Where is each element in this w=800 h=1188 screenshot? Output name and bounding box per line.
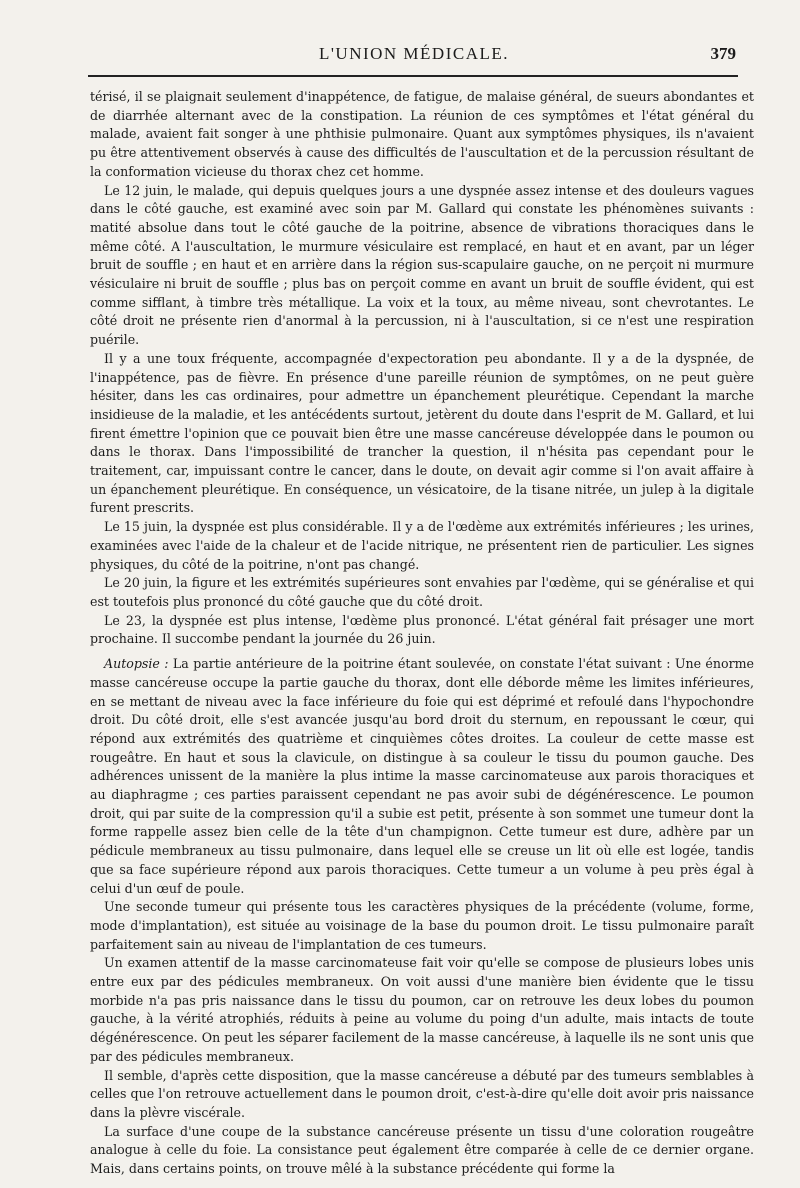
autopsie-label: Autopsie : — [104, 656, 169, 672]
paragraph-10: La surface d'une coupe de la substance cancéreuse présente un tissu d'une coloration rougeâtre analogue à celle du foie. La consistance peut également être comparée à celle de ce dernier organe. Mais, dans certains points, on trouve mêlé à la substance précédente qui forme la — [90, 1123, 754, 1177]
paragraph-9: Il semble, d'après cette disposition, que la masse cancéreuse a débuté par des tumeurs semblables à celles que l'on retrouve actuellement dans le poumon droit, c'est-à-dire qu'elle doit avoir pris naissance dans la plèvre viscérale. — [90, 1067, 754, 1120]
autopsie-paragraph — [90, 655, 754, 898]
paragraph-7: Une seconde tumeur qui présente tous les caractères physiques de la précédente (volume, forme, mode d'implantation), est située au voisinage de la base du poumon droit. Le tissu pulmonaire paraît parfaitement sain au niveau de l'implantation de ces tumeurs. — [90, 899, 754, 952]
journal-title: L'UNION MÉDICALE. — [318, 44, 510, 63]
paragraph-1: térisé, il se plaignait seulement d'inappétence, de fatigue, de malaise général, de sueurs abondantes et de diarrhée alternant avec de la constipation. La réunion de ces symptômes et l'état général du malade, avaient fait songer à une phthisie pulmonaire. Quant aux symptômes physiques, ils n'avaient pu être attentivement observés à cause des difficultés de l'auscultation et de la percussion résultant de la conformation vicieuse du thorax chez cet homme. — [90, 89, 754, 179]
paragraph-8: Un examen attentif de la masse carcinomateuse fait voir qu'elle se compose de plusieurs lobes unis entre eux par des pédicules membraneux. On voit aussi d'une manière bien évidente que le tissu morbide n'a pas pris naissance dans le tissu du poumon, car on retrouve les deux lobes du poumon gauche, à la vérité atrophiés, réduits à peine au volume du poing d'un adulte, mais intacts de toute dégénérescence. On peut les séparer facilement de la masse cancéreuse, à laquelle ils ne sont unis que par des pédicules membraneux. — [90, 955, 754, 1064]
autopsie-text: La partie antérieure de la poitrine étant soulevée, on constate l'état suivant : Une énorme masse cancéreuse occupe la partie gauche du thorax, dont elle déborde même les limites inférieures, en se mettant de niveau avec la face inférieure du foie qui est déprimé et refoulé dans l'hypochondre droit. Du côté droit, elle s'est avancée jusqu'au bord droit du sternum, en repoussant le cœur, qui répond aux extrémités des quatrième et cinquièmes côtes droites. La couleur de cette masse est rougeâtre. En haut et sous la clavicule, on distingue à sa couleur le tissu du poumon gauche. Des adhérences unissent de la manière la plus intime la masse carcinomateuse aux parois thoraciques et au diaphragme ; ces parties paraissent cependant ne pas avoir subi de dégénérescence. Le poumon droit, qui par suite de la compression qu'il a subie est petit, présente à son sommet une tumeur dont la forme rappelle assez bien celle de la tête d'un champignon. Cette tumeur est dure, adhère par un pédicule membraneux au tissu pulmonaire, dans lequel elle se creuse un lit où elle est logée, tandis que sa face supérieure répond aux parois thoraciques. Cette tumeur a un volume à peu près égal à celui d'un œuf de poule. — [90, 656, 754, 896]
article-body — [90, 88, 754, 1179]
paragraph-5: Le 20 juin, la figure et les extrémités supérieures sont envahies par l'œdème, qui se généralise et qui est toutefois plus prononcé du côté gauche que du côté droit. — [90, 575, 754, 609]
header-rule — [88, 75, 738, 77]
running-header — [90, 44, 738, 70]
paragraph-3: Il y a une toux fréquente, accompagnée d'expectoration peu abondante. Il y a de la dyspnée, de l'inappétence, pas de fièvre. En présence d'une pareille réunion de symptômes, on ne peut guère hésiter, dans les cas ordinaires, pour admettre un épanchement pleurétique. Cependant la marche insidieuse de la maladie, et les antécédents surtout, jetèrent du doute dans l'esprit de M. Gallard, et lui firent émettre l'opinion que ce pouvait bien être une masse cancéreuse développée dans le poumon ou dans le thorax. Dans l'impossibilité de trancher la question, il n'hésita pas cependant pour le traitement, car, impuissant contre le cancer, dans le doute, on devait agir comme si l'on avait affaire à un épanchement pleurétique. En conséquence, un vésicatoire, de la tisane nitrée, un julep à la digitale furent prescrits. — [90, 350, 754, 516]
paragraph-2: Le 12 juin, le malade, qui depuis quelques jours a une dyspnée assez intense et des douleurs vagues dans le côté gauche, est examiné avec soin par M. Gallard qui constate les phénomènes suivants : matité absolue dans tout le côté gauche de la poitrine, absence de vibrations thoraciques dans le même côté. A l'auscultation, le murmure vésiculaire est remplacé, en haut et en avant, par un léger bruit de souffle ; en haut et en arrière dans la région sus-scapulaire gauche, on ne perçoit ni murmure vésiculaire ni bruit de souffle ; plus bas on perçoit comme en avant un bruit de souffle évident, qui est comme sifflant, à timbre très métallique. La voix et la toux, au même niveau, sont chevrotantes. Le côté droit ne présente rien d'anormal à la percussion, ni à l'auscultation, si ce n'est une respiration puérile. — [90, 182, 754, 348]
paragraph-4: Le 15 juin, la dyspnée est plus considérable. Il y a de l'œdème aux extrémités inférieures ; les urines, examinées avec l'aide de la chaleur et de l'acide nitrique, ne présentent rien de particulier. Les signes physiques, du côté de la poitrine, n'ont pas changé. — [90, 519, 754, 572]
paragraph-6: Le 23, la dyspnée est plus intense, l'œdème plus prononcé. L'état général fait présager une mort prochaine. Il succombe pendant la journée du 26 juin. — [90, 612, 754, 647]
page-number: 379 — [710, 44, 736, 63]
